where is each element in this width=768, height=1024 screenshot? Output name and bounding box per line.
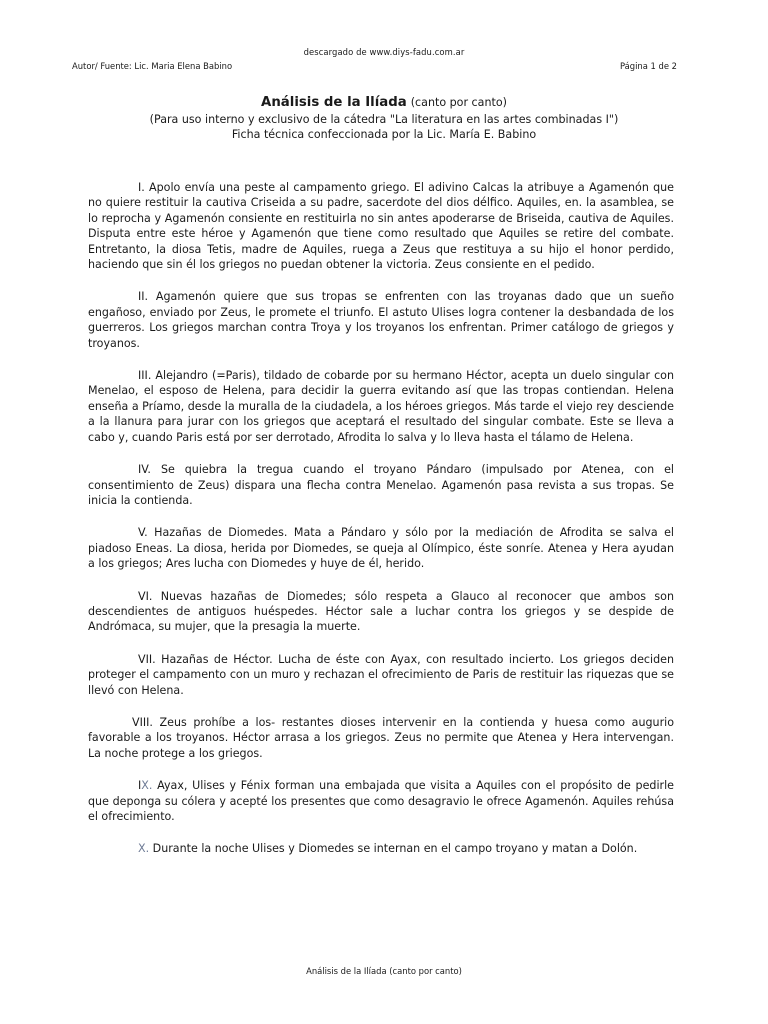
document-title: Análisis de la Ilíada: [261, 95, 407, 110]
canto-paragraph: [88, 652, 674, 698]
page-number: Página 1 de 2: [619, 61, 677, 71]
canto-text: Se quiebra la tregua cuando el troyano Pándaro (impulsado por Atenea, con el consentimiento de Zeus) dispara una flecha contra Menelao. Agamenón pasa revista a sus tropas. Se inicia la contienda.: [88, 463, 674, 507]
canto-numeral: X.: [138, 842, 150, 856]
title-suffix: (canto por canto): [410, 96, 507, 109]
canto-numeral: IX.: [138, 779, 153, 793]
canto-text: Hazañas de Héctor. Lucha de éste con Ayax, con resultado incierto. Los griegos deciden proteger el campamento con un muro y rechazan el ofrecimiento de Paris de restituir las riquezas que se llevó con Helena.: [88, 652, 674, 697]
canto-numeral: VIII.: [132, 715, 153, 729]
canto-text: Hazañas de Diomedes. Mata a Pándaro y sólo por la mediación de Afrodita se salva el piadoso Eneas. La diosa, herida por Diomedes, se queja al Olímpico, éste sonríe. Atenea y Hera ayudan a los griegos; Ares lucha con Diomedes y huye de él, herido.: [88, 526, 674, 571]
canto-text: Ayax, Ulises y Fénix forman una embajada que visita a Aquiles con el propósito de pedirle que deponga su cólera y acepté los presentes que como desagravio le ofrece Agamenón. Aquiles rehúsa el ofrecimiento.: [88, 779, 674, 823]
canto-numeral: VII.: [138, 652, 156, 666]
canto-text: Alejandro (=Paris), tildado de cobarde por su hermano Héctor, acepta un duelo singular con Menelao, el esposo de Helena, para decidir la guerra evitando así que las tropas contiendan. Helena enseña a Príamo, desde la muralla de la ciudadela, a los héroes griegos. Más tarde el viejo rey desciende a la llanura para jurar con los griegos que aceptará el resultado del singular combate. Este se lleva a cabo y, cuando Paris está por ser derrotado, Afrodita lo salva y lo lleva hasta el tálamo de Helena.: [88, 369, 674, 444]
canto-numeral: IV.: [138, 463, 151, 477]
canto-paragraph: [88, 180, 674, 272]
canto-paragraph: [88, 589, 674, 635]
canto-paragraph: [88, 715, 674, 761]
canto-numeral: III.: [138, 369, 152, 383]
author-note: Ficha técnica confeccionada por la Lic. María E. Babino: [231, 128, 537, 141]
author-source: Autor/ Fuente: Lic. Maria Elena Babino: [72, 61, 233, 71]
canto-numeral: VI.: [138, 589, 153, 603]
title-block: [0, 93, 768, 142]
canto-paragraph: [88, 778, 674, 824]
course-note: (Para uso interno y exclusivo de la cátedra "La literatura en las artes combinadas I"): [149, 113, 619, 126]
document-body: [88, 180, 674, 874]
canto-text: Zeus prohíbe a los- restantes dioses intervenir en la contienda y huesa como augurio favorable a los troyanos. Héctor arrasa a los griegos. Zeus no permite que Atenea y Hera intervengan. La noche protege a los griegos.: [88, 715, 674, 760]
canto-paragraph: [88, 289, 674, 351]
title-line: [0, 93, 768, 112]
canto-paragraph: [88, 368, 674, 445]
canto-paragraph: [88, 462, 674, 508]
canto-text: Durante la noche Ulises y Diomedes se internan en el campo troyano y matan a Dolón.: [152, 842, 638, 856]
canto-numeral: I.: [138, 181, 145, 194]
canto-numeral: V.: [138, 526, 148, 540]
page-header: [72, 61, 677, 71]
canto-numeral: II.: [138, 290, 149, 304]
download-source: descargado de www.diys-fadu.com.ar: [303, 47, 465, 57]
canto-text: Agamenón quiere que sus tropas se enfrenten con las troyanas dado que un sueño engañoso, enviado por Zeus, le promete el triunfo. El astuto Ulises logra contener la desbandada de los guerreros. Los griegos marchan contra Troya y los troyanos los enfrentan. Primer catálogo de griegos y troyanos.: [88, 290, 674, 350]
canto-text: Nuevas hazañas de Diomedes; sólo respeta a Glauco al reconocer que ambos son descendientes de antiguos huéspedes. Héctor sale a luchar contra los griegos y se despide de Andrómaca, su mujer, que la presagia la muerte.: [88, 589, 674, 634]
canto-paragraph: [88, 841, 674, 856]
page-footer: Análisis de la Ilíada (canto por canto): [306, 966, 462, 976]
canto-text: Apolo envía una peste al campamento griego. El adivino Calcas la atribuye a Agamenón que no quiere restituir la cautiva Criseida a su padre, sacerdote del dios délfico. Aquiles, en. la asamblea, se lo reprocha y Agamenón consiente en restituirla no sin antes apoderarse de Briseida, cautiva de Aquiles. Disputa entre este héroe y Agamenón que tiene como resultado que Aquiles se retire del combate. Entretanto, la diosa Tetis, madre de Aquiles, ruega a Zeus que restituya a su hijo el honor perdido, haciendo que sin él los griegos no puedan obtener la victoria. Zeus consiente en el pedido.: [88, 181, 674, 272]
canto-paragraph: [88, 525, 674, 571]
